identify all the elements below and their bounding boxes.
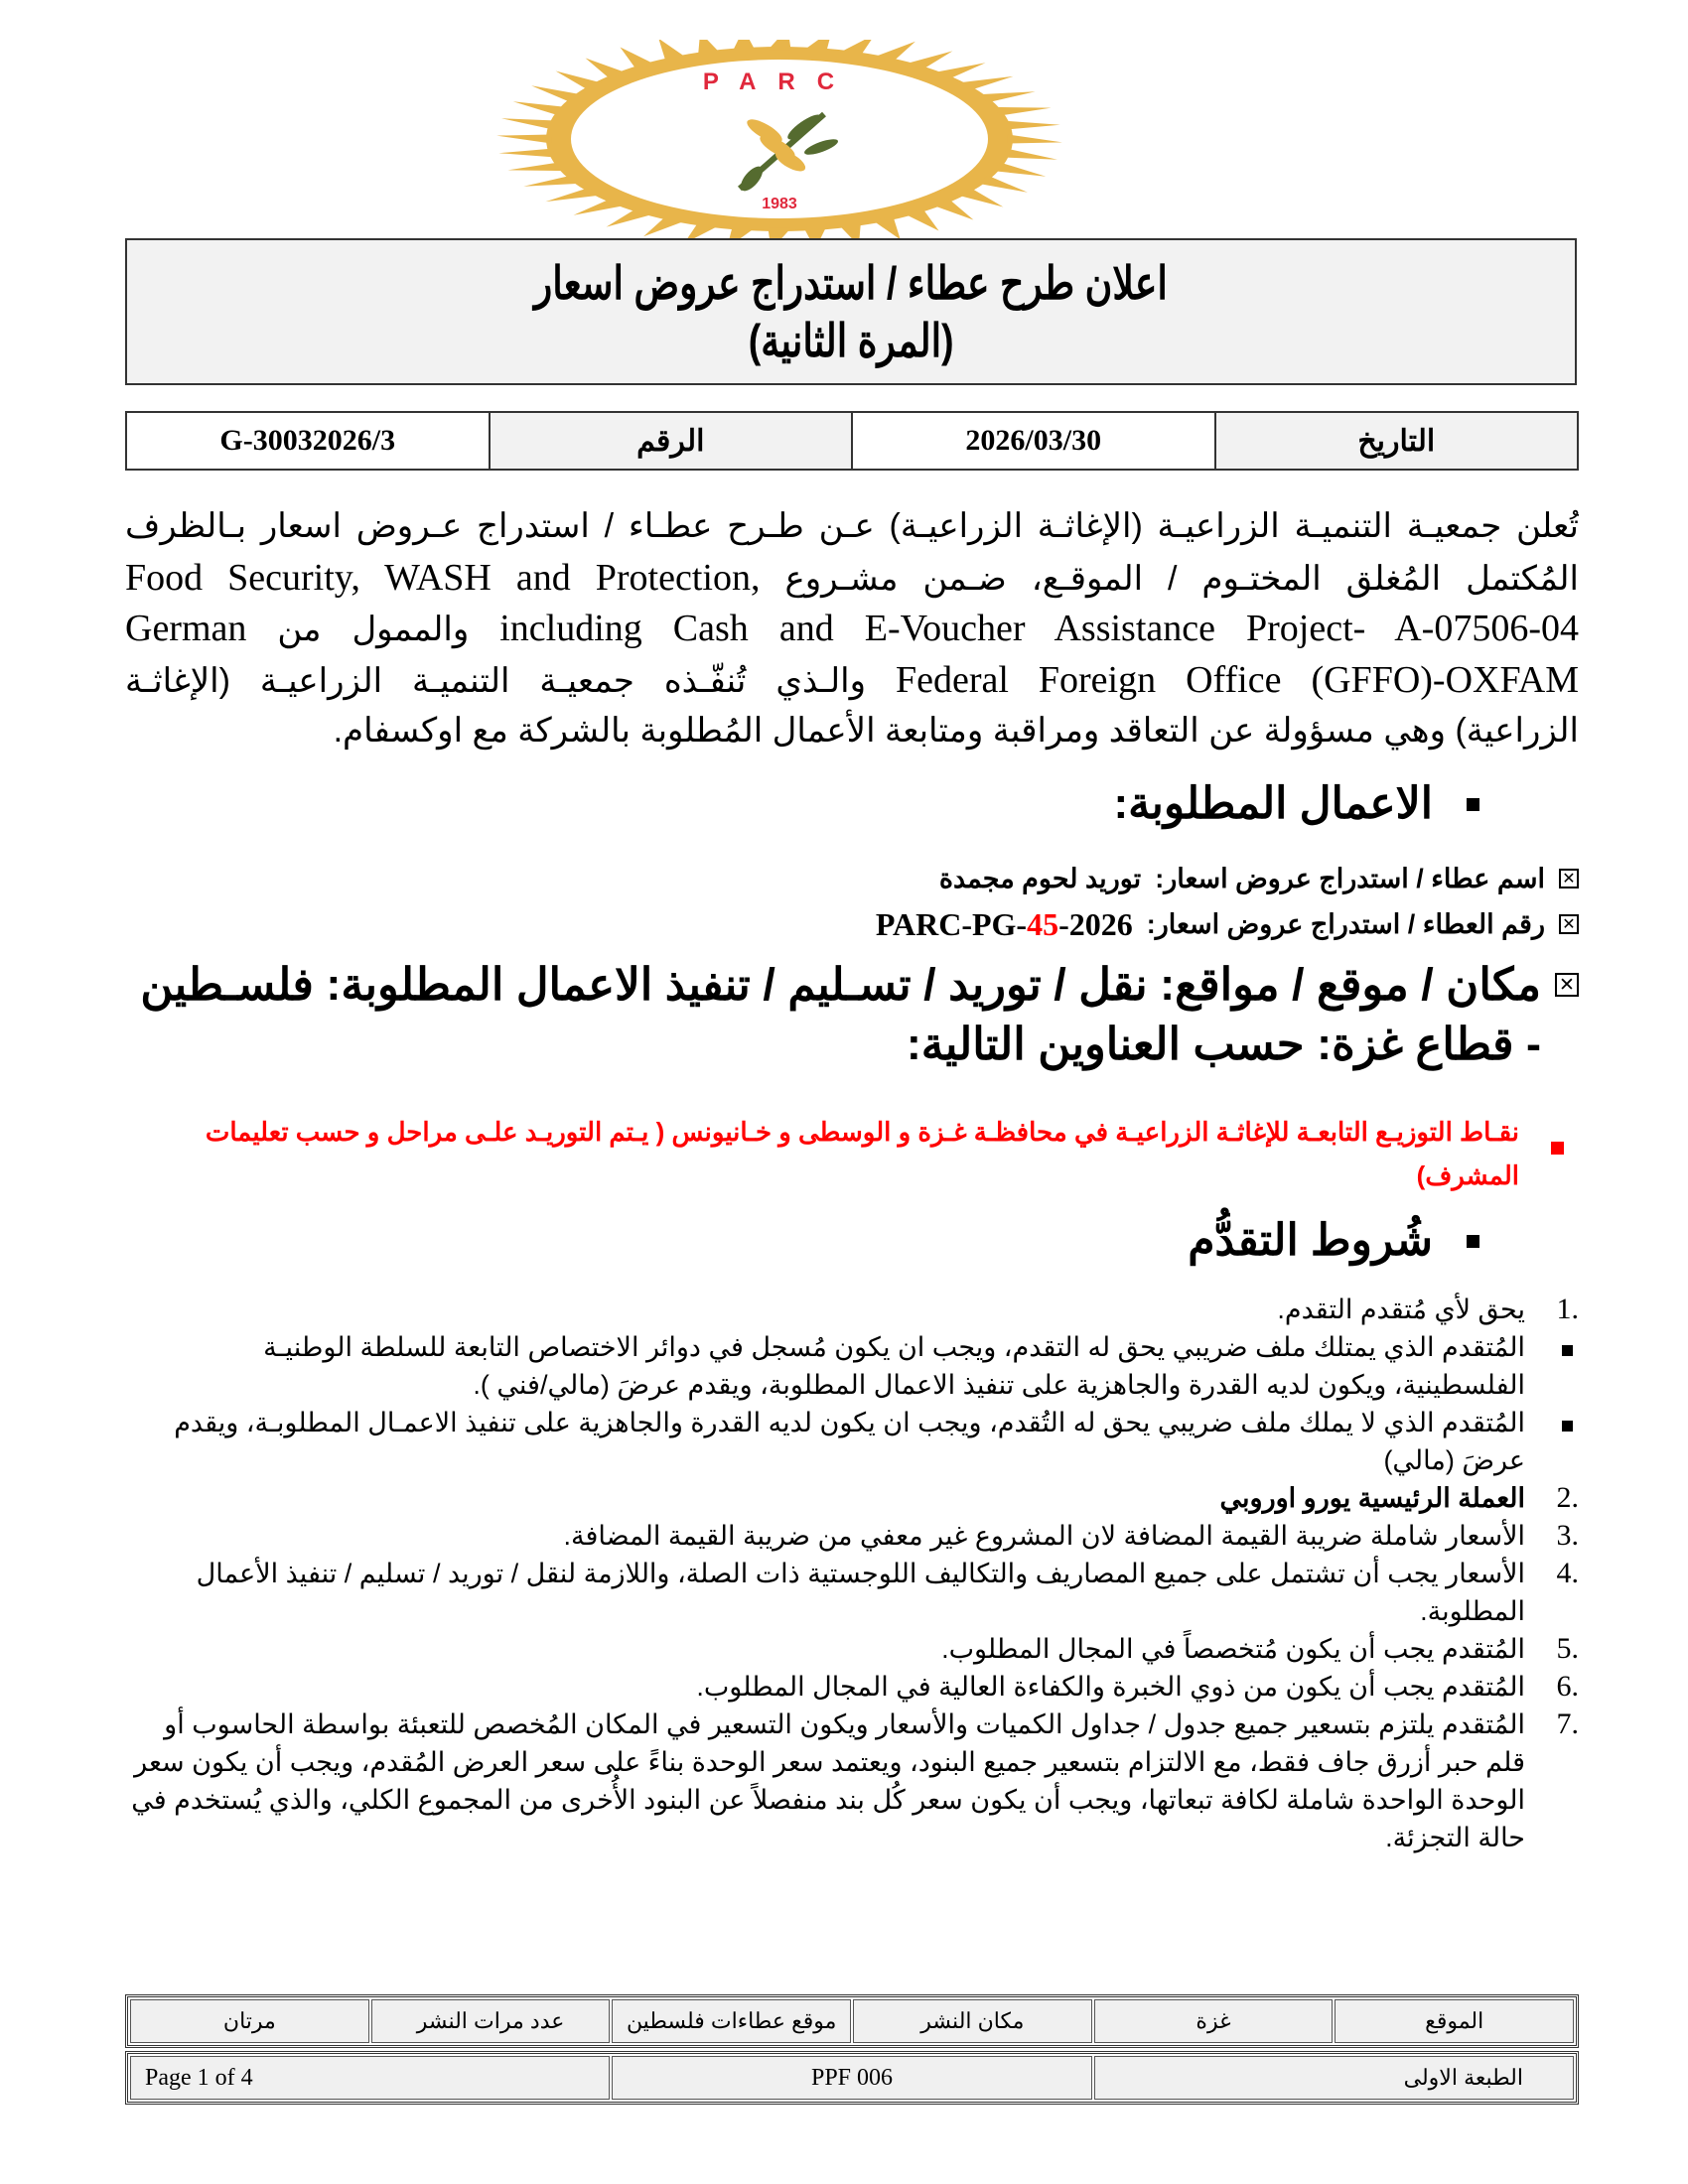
works-heading bbox=[1113, 776, 1479, 832]
tender-number-highlight: 45 bbox=[1027, 906, 1059, 942]
footer-cell: غزة bbox=[1094, 1999, 1334, 2043]
condition-item bbox=[125, 1555, 1579, 1630]
square-bullet-icon bbox=[1562, 1345, 1573, 1356]
sun-ray bbox=[496, 135, 551, 144]
condition-text: يحق لأي مُتقدم التقدم. bbox=[1277, 1295, 1525, 1324]
condition-text: المُتقدم يجب أن يكون مُتخصصاً في المجال المطلوب. bbox=[941, 1634, 1525, 1664]
announcement-title-box bbox=[125, 238, 1577, 385]
checked-box-icon: ✕ bbox=[1559, 869, 1579, 888]
intro-line bbox=[125, 604, 1579, 655]
announcement-title: اعلان طرح عطاء / استدراج عروض اسعار bbox=[534, 257, 1168, 309]
footer-cell: مكان النشر bbox=[853, 1999, 1092, 2043]
checked-box-icon: ✕ bbox=[1559, 914, 1579, 934]
parc-logo bbox=[482, 40, 1077, 238]
sun-ray bbox=[523, 176, 581, 187]
conditions-list bbox=[125, 1291, 1579, 1856]
tender-name-label: اسم عطاء / استدراج عروض اسعار: bbox=[1155, 864, 1545, 893]
conditions-heading bbox=[1188, 1213, 1479, 1269]
edition: الطبعة الاولى bbox=[1094, 2056, 1574, 2100]
sun-ray bbox=[698, 40, 720, 56]
bullet-holder bbox=[1525, 1404, 1579, 1441]
sun-ray bbox=[873, 42, 915, 62]
condition-text: العملة الرئيسية يورو اوروبي bbox=[1219, 1483, 1525, 1513]
footer-cell: موقع عطاءات فلسطين bbox=[612, 1999, 851, 2043]
distribution-text: نقـاط التوزيـع التابعـة للإغاثـة الزراعيـة في محافظـة غـزة و الوسطى و خـانيونس ( يـتم التوريـد علـى مراحل و حسب تعليمات المشرف) bbox=[205, 1117, 1519, 1190]
tender-number-value bbox=[876, 905, 1133, 943]
sun-ray bbox=[993, 163, 1046, 177]
tender-number-line bbox=[876, 905, 1579, 943]
condition-text: الأسعار شاملة ضريبة القيمة المضافة لان المشروع غير معفي من ضريبة القيمة المضافة. bbox=[563, 1521, 1525, 1551]
logo-letters: PARC bbox=[702, 68, 857, 95]
footer-cell: عدد مرات النشر bbox=[371, 1999, 611, 2043]
condition-item bbox=[125, 1291, 1579, 1328]
intro-line bbox=[125, 655, 1579, 707]
sun-ray bbox=[531, 85, 581, 102]
form-code: PPF 006 bbox=[612, 2056, 1091, 2100]
sun-ray bbox=[501, 118, 556, 129]
condition-text: المُتقدم يجب أن يكون من ذوي الخبرة والكفاءة العالية في المجال المطلوب. bbox=[696, 1672, 1525, 1702]
sun-ray bbox=[839, 222, 861, 238]
condition-item bbox=[125, 1517, 1579, 1555]
date-label: التاريخ bbox=[1215, 412, 1579, 470]
condition-item bbox=[125, 1630, 1579, 1668]
condition-number: 6. bbox=[1556, 1670, 1579, 1703]
document-info-table bbox=[125, 2051, 1579, 2105]
number-label: الرقم bbox=[490, 412, 853, 470]
intro-line: الزراعية) وهي مسؤولة عن التعاقد ومراقبة ومتابعة الأعمال المُطلوبة بالشركة مع اوكسفام. bbox=[333, 712, 1579, 750]
condition-number: 5. bbox=[1556, 1632, 1579, 1665]
sun-ray bbox=[873, 216, 901, 238]
sun-ray bbox=[1003, 121, 1060, 130]
condition-item bbox=[125, 1404, 1579, 1479]
sun-ray bbox=[658, 40, 686, 62]
conditions-heading-text: شُروط التقدُّم bbox=[1188, 1216, 1433, 1265]
sun-ray bbox=[839, 40, 875, 56]
sun-ray bbox=[993, 107, 1052, 116]
sun-ray bbox=[804, 226, 827, 238]
condition-item bbox=[125, 1328, 1579, 1404]
delivery-place-text: مكان / موقع / مواقع: نقل / توريد / تسـليم / تنفيذ الاعمال المطلوبة: فلسـطين - قطاع غزة: حسب العناوين التالية: bbox=[140, 959, 1541, 1069]
sun-ray bbox=[978, 91, 1036, 102]
condition-text: المُتقدم الذي يمتلك ملف ضريبي يحق له التقدم، ويجب ان يكون مُسجل في دوائر الاختصاص التابعة للسلطة الوطنيـة الفلسطينية، ويكون لديه القدرة والجاهزية على تنفيذ الاعمال المطلوبة، ويقدم عرضَ (مالي/فني ). bbox=[263, 1332, 1525, 1400]
condition-number: 2. bbox=[1556, 1481, 1579, 1514]
sun-ray bbox=[507, 163, 566, 172]
condition-number: 7. bbox=[1556, 1707, 1579, 1740]
sun-ray bbox=[978, 176, 1028, 193]
footer-cell: الموقع bbox=[1335, 1999, 1574, 2043]
intro-line: تُعلن جمعيـة التنميـة الزراعيـة (الإغاثـة الزراعيـة) عـن طـرح عطـاء / استدراج عـروض اسعار بـالظرف bbox=[125, 507, 1579, 545]
funder-name: German bbox=[125, 608, 247, 649]
sun-ray bbox=[733, 40, 756, 52]
square-bullet-icon bbox=[1562, 1421, 1573, 1432]
number-value: G-30032026/3 bbox=[126, 412, 490, 470]
sun-ray bbox=[643, 216, 686, 236]
intro-paragraph bbox=[125, 501, 1579, 757]
condition-number: 3. bbox=[1556, 1519, 1579, 1552]
announcement-subtitle: (المرة الثانية) bbox=[748, 315, 954, 366]
sun-ray bbox=[513, 101, 566, 115]
tender-number-prefix: PARC-PG- bbox=[875, 906, 1028, 942]
project-name: Food Security, WASH and Protection, bbox=[125, 556, 761, 599]
tender-number-label: رقم العطاء / استدراج عروض اسعار: bbox=[1146, 909, 1545, 939]
condition-text: المُتقدم الذي لا يملك ملف ضريبي يحق له التُقدم، ويجب ان يكون لديه القدرة والجاهزية على تنفيذ الاعمـال المطلوبـة، ويقدم عرضَ (مالي) bbox=[174, 1408, 1525, 1475]
funder-name-cont: Federal Foreign Office (GFFO)-OXFAM bbox=[895, 658, 1579, 701]
project-name-cont: including Cash and E-Voucher Assistance Project- A-07506-04 bbox=[499, 608, 1579, 649]
logo-year: 1983 bbox=[762, 196, 797, 212]
date-value: 2026/03/30 bbox=[852, 412, 1215, 470]
sun-ray bbox=[1003, 149, 1057, 160]
red-bullet-holder bbox=[1519, 1110, 1579, 1167]
footer-cell: مرتان bbox=[130, 1999, 369, 2043]
info-table bbox=[125, 411, 1579, 471]
publication-table bbox=[125, 1994, 1579, 2048]
works-heading-text: الاعمال المطلوبة: bbox=[1113, 779, 1433, 828]
red-square-bullet-icon bbox=[1551, 1142, 1564, 1155]
intro-text: المُكتمل المُغلق المختـوم / الموقـع، ضـمن مشـروع bbox=[784, 559, 1579, 598]
condition-text: المُتقدم يلتزم بتسعير جميع جدول / جداول الكميات والأسعار ويكون التسعير في المكان المُخصص للتعبئة بواسطة الحاسوب أو قلم حبر أزرق جاف فقط، مع الالتزام بتسعير جميع البنود، ويعتمد سعر الوحدة بناءً على سعر العرض المُقدم، ويجب أن يكون سعر الوحدة الواحدة شاملة لكافة تبعاتها، ويجب أن يكون سعر كُل بند منفصلاً عن البنود الأُخرى من المجموع الكلي، والذي يُستخدم في حالة التجزئة. bbox=[131, 1709, 1525, 1852]
condition-item bbox=[125, 1668, 1579, 1706]
condition-text: الأسعار يجب أن تشتمل على جميع المصاريف والتكاليف اللوجستية ذات الصلة، واللازمة لنقل / توريد / تسليم / تنفيذ الأعمال المطلوبة. bbox=[196, 1559, 1525, 1626]
intro-text: والـذي تُنفّـذه جمعيـة التنميـة الزراعيـة (الإغاثـة bbox=[125, 661, 866, 700]
checked-box-icon: ✕ bbox=[1555, 973, 1579, 997]
tender-name-value: توريد لحوم مجمدة bbox=[938, 864, 1142, 893]
intro-text: والممول من bbox=[277, 611, 470, 648]
intro-line bbox=[125, 553, 1579, 605]
condition-number: 1. bbox=[1556, 1293, 1579, 1325]
bullet-holder bbox=[1525, 1328, 1579, 1366]
tender-number-suffix: -2026 bbox=[1058, 906, 1133, 942]
square-bullet-icon bbox=[1467, 798, 1479, 811]
condition-item bbox=[125, 1706, 1579, 1856]
sun-ray bbox=[769, 40, 791, 50]
condition-item bbox=[125, 1479, 1579, 1517]
tender-name-line bbox=[939, 860, 1579, 897]
sun-ray bbox=[684, 222, 720, 238]
page-number: Page 1 of 4 bbox=[130, 2056, 610, 2100]
square-bullet-icon bbox=[1467, 1235, 1479, 1248]
sun-ray bbox=[769, 228, 791, 238]
sun-ray bbox=[1008, 135, 1062, 144]
delivery-place bbox=[125, 955, 1579, 1074]
sun-ray bbox=[498, 149, 556, 158]
condition-number: 4. bbox=[1556, 1557, 1579, 1589]
distribution-points bbox=[125, 1110, 1579, 1197]
